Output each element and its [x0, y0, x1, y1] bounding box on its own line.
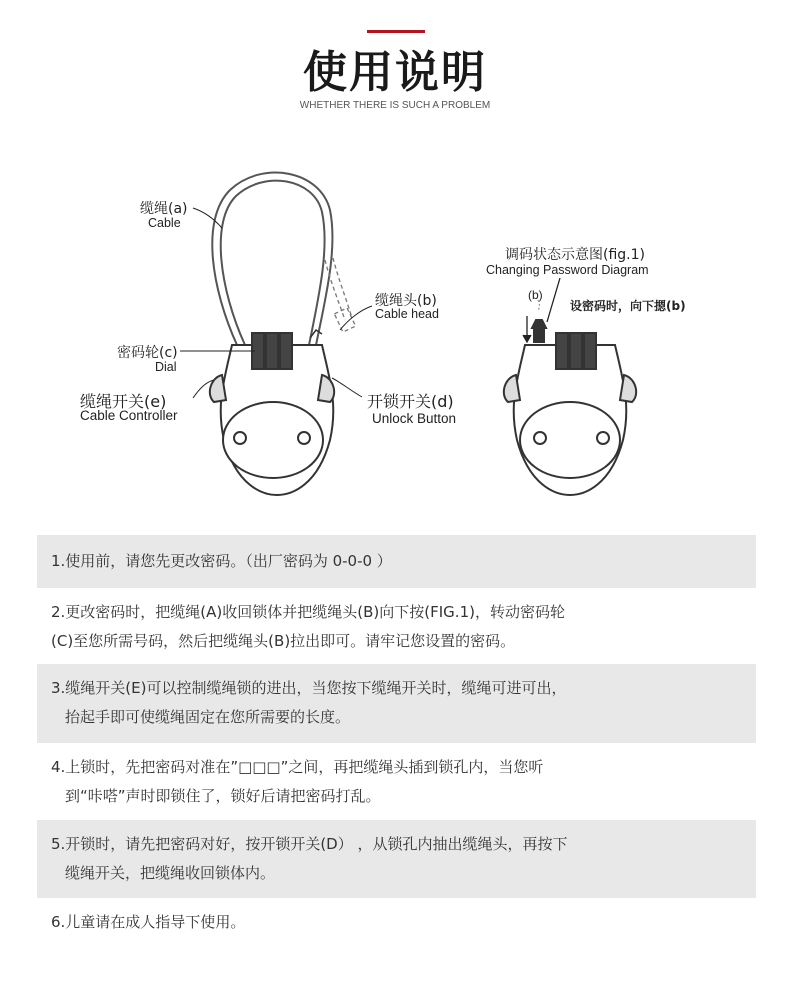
step-item — [37, 664, 756, 743]
unlock-button-label-zh: 开锁开关(d) — [367, 392, 454, 411]
step-line: 4.上锁时，先把密码对准在”□□□”之间，再把缆绳头插到锁孔内，当您听 — [51, 758, 544, 776]
cable-head-b-marker: (b) — [528, 288, 543, 302]
right-lock-body — [504, 320, 636, 495]
step-line: 到“咔嗒”声时即锁住了，锁好后请把密码打乱。 — [65, 787, 381, 805]
dial-label-en: Dial — [155, 360, 177, 374]
cable-controller-label-zh: 缆绳开关(e) — [80, 392, 167, 411]
step-line: (C)至您所需号码，然后把缆绳头(B)拉出即可。请牢记您设置的密码。 — [51, 632, 516, 650]
step-line: 5.开锁时，请先把密码对好，按开锁开关(D） ，从锁孔内抽出缆绳头，再按下 — [51, 835, 568, 853]
instruction-steps — [37, 535, 756, 948]
unlock-button-label-en: Unlock Button — [372, 411, 457, 426]
step-line: 3.缆绳开关(E)可以控制缆绳锁的进出，当您按下缆绳开关时，缆绳可进可出， — [51, 679, 567, 697]
cable-label-en: Cable — [148, 216, 181, 230]
dial-label-zh: 密码轮(c) — [117, 345, 178, 361]
title-accent-bar — [367, 30, 425, 33]
cable-head-label-en: Cable head — [375, 307, 439, 321]
step-item — [37, 535, 756, 588]
step-line: 抬起手即可使缆绳固定在您所需要的长度。 — [65, 708, 351, 726]
cable-controller-label-en: Cable Controller — [80, 408, 178, 423]
page-title: 使用说明 — [303, 47, 487, 98]
step-item — [37, 898, 756, 948]
fig1-title-zh: 调码状态示意图(fig.1) — [505, 247, 645, 263]
step-item — [37, 820, 756, 898]
step-item — [37, 743, 756, 820]
press-note: 设密码时，向下摁(b) — [570, 299, 686, 313]
left-lock-body — [210, 330, 334, 495]
step-line: 缆绳开关，把缆绳收回锁体内。 — [65, 864, 276, 882]
lock-diagram — [0, 150, 790, 520]
page-subtitle: WHETHER THERE IS SUCH A PROBLEM — [299, 100, 491, 111]
cable-head-label-zh: 缆绳头(b) — [375, 293, 437, 309]
step-item — [37, 588, 756, 664]
step-line: 6.儿童请在成人指导下使用。 — [51, 913, 246, 931]
cable-label-zh: 缆绳(a) — [140, 201, 188, 217]
lock-illustration — [0, 150, 790, 520]
step-line: 1.使用前，请您先更改密码。（出厂密码为 0-0-0 ） — [51, 552, 392, 570]
cable-loop — [212, 173, 332, 350]
fig1-title-en: Changing Password Diagram — [486, 263, 649, 277]
step-line: 2.更改密码时，把缆绳(A)收回锁体并把缆绳头(B)向下按(FIG.1)，转动密码轮 — [51, 603, 565, 621]
